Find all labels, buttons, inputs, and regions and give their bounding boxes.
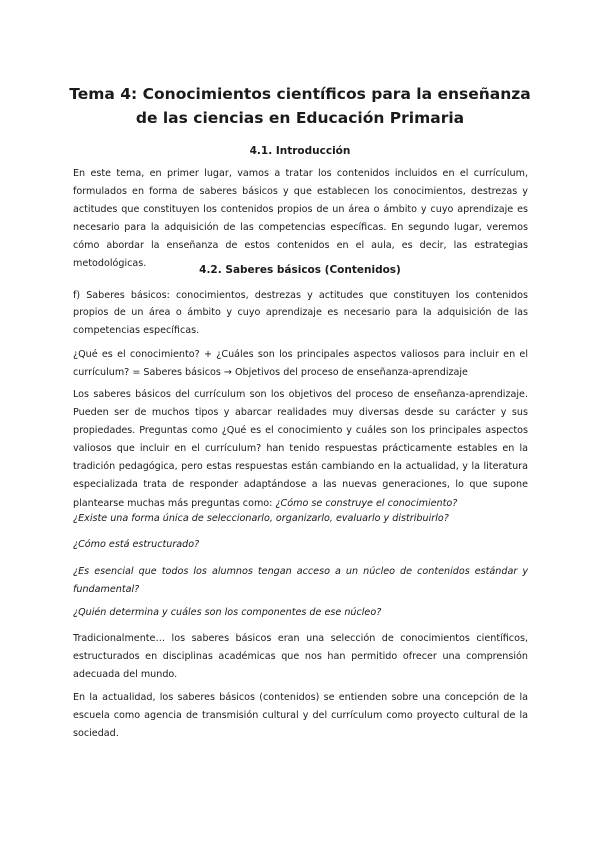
current-paragraph: En la actualidad, los saberes básicos (contenidos) se entienden sobre una concepción de la escuela como agencia de transmisión cultural y del currículum como proyecto cultural de la sociedad. [73,692,528,740]
question-3: ¿Es esencial que todos los alumnos tengan acceso a un núcleo de contenidos estándar y fundamental? [73,566,528,596]
document-title: Tema 4: Conocimientos científicos para la enseñanza de las ciencias en Educación Primaria [69,85,531,127]
question-4: ¿Quién determina y cuáles son los componentes de ese núcleo? [73,607,382,618]
question-1: ¿Existe una forma única de seleccionarlo, organizarlo, evaluarlo y distribuirlo? [73,513,449,524]
definition-paragraph: f) Saberes básicos: conocimientos, destrezas y actitudes que constituyen los contenidos propios de un área o ámbito y cuyo aprendizaje es necesario para la adquisición de las competencias específicas. [73,290,528,336]
intro-paragraph: En este tema, en primer lugar, vamos a tratar los contenidos incluidos en el currículum, formulados en forma de saberes básicos y que establecen los conocimientos, destrezas y actitudes que constituyen los contenidos propios de un área o ámbito y cuyo aprendizaje es necesario para la adquisición de las competencias específicas. En segundo lugar, veremos cómo abordar la enseñanza de estos contenidos en el aula, es decir, las estrategias metodológicas. [73,168,528,270]
traditional-paragraph: Tradicionalmente… los saberes básicos eran una selección de conocimientos científicos, estructurados en disciplinas académicas que nos han permitido ofrecer una comprensión adecuada del mundo. [73,633,528,681]
main-paragraph [73,386,528,513]
section-heading-introduccion: 4.1. Introducción [249,145,351,157]
main-paragraph-text: Los saberes básicos del currículum son los objetivos del proceso de enseñanza-aprendizaje. Pueden ser de muchos tipos y abarcar realidades muy diversas desde su carácter y sus propiedades. Preguntas como ¿Qué es el conocimiento y cuáles son los principales aspectos valiosos que incluir en el currículum? han tenido respuestas prácticamente estables en la tradición pedagógica, pero estas respuestas están cambiando en la actualidad, y la literatura especializada trata de responder adaptándose a las nuevas generaciones, lo que supone plantearse muchas más preguntas como: [73,389,528,509]
main-paragraph-italic-question: ¿Cómo se construye el conocimiento? [275,497,458,509]
question-line-paragraph: ¿Qué es el conocimiento? + ¿Cuáles son los principales aspectos valiosos para incluir en el currículum? = Saberes básicos → Objetivos del proceso de enseñanza-aprendizaje [73,349,528,379]
section-heading-saberes-basicos: 4.2. Saberes básicos (Contenidos) [199,264,401,276]
question-2: ¿Cómo está estructurado? [73,539,200,550]
